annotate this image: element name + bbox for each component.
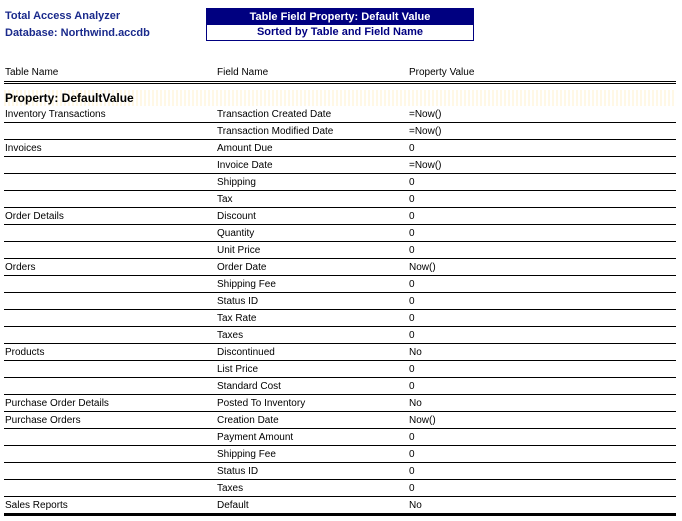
field-name-cell: Status ID xyxy=(217,296,259,307)
header-divider xyxy=(4,83,676,84)
table-row xyxy=(4,225,676,242)
field-name-cell: Invoice Date xyxy=(217,160,273,171)
field-name-cell: Payment Amount xyxy=(217,432,294,443)
table-row xyxy=(4,429,676,446)
table-row xyxy=(4,123,676,140)
property-value-cell: =Now() xyxy=(409,126,442,137)
property-value-cell: 0 xyxy=(409,228,415,239)
field-name-cell: Shipping Fee xyxy=(217,279,276,290)
field-name-cell: Default xyxy=(217,500,249,511)
table-row xyxy=(4,378,676,395)
table-name-cell: Products xyxy=(5,347,45,358)
property-value-cell: 0 xyxy=(409,177,415,188)
property-value-cell: 0 xyxy=(409,296,415,307)
table-row xyxy=(4,293,676,310)
field-name-cell: Discount xyxy=(217,211,256,222)
table-name-cell: Inventory Transactions xyxy=(5,109,106,120)
property-value-cell: 0 xyxy=(409,245,415,256)
column-header-table-name: Table Name xyxy=(5,67,59,78)
table-row xyxy=(4,480,676,497)
field-name-cell: Standard Cost xyxy=(217,381,281,392)
table-row xyxy=(4,276,676,293)
property-value-cell: 0 xyxy=(409,143,415,154)
table-name-cell: Sales Reports xyxy=(5,500,68,511)
property-value-cell: 0 xyxy=(409,211,415,222)
property-value-cell: No xyxy=(409,347,422,358)
property-value-cell: 0 xyxy=(409,466,415,477)
field-name-cell: Taxes xyxy=(217,483,244,494)
table-row xyxy=(4,463,676,480)
header-divider xyxy=(4,81,676,82)
table-row xyxy=(4,395,676,412)
group-title: Property: DefaultValue xyxy=(5,91,134,105)
property-value-cell: =Now() xyxy=(409,160,442,171)
database-label: Database: Northwind.accdb xyxy=(5,27,150,39)
table-row xyxy=(4,106,676,123)
column-header-property-value: Property Value xyxy=(409,67,475,78)
table-row xyxy=(4,174,676,191)
app-name: Total Access Analyzer xyxy=(5,10,121,22)
field-name-cell: Status ID xyxy=(217,466,259,477)
field-name-cell: Transaction Modified Date xyxy=(217,126,334,137)
field-name-cell: Quantity xyxy=(217,228,255,239)
table-row xyxy=(4,242,676,259)
field-name-cell: Unit Price xyxy=(217,245,261,256)
report-title-box xyxy=(206,8,474,41)
table-name-cell: Order Details xyxy=(5,211,64,222)
report-subtitle: Sorted by Table and Field Name xyxy=(256,26,424,38)
field-name-cell: Posted To Inventory xyxy=(217,398,306,409)
table-row xyxy=(4,157,676,174)
report-title: Table Field Property: Default Value xyxy=(207,9,473,25)
table-row xyxy=(4,140,676,157)
property-value-cell: Now() xyxy=(409,415,436,426)
property-value-cell: Now() xyxy=(409,262,436,273)
table-row xyxy=(4,208,676,225)
table-row xyxy=(4,259,676,276)
table-name-cell: Orders xyxy=(5,262,36,273)
property-value-cell: 0 xyxy=(409,194,415,205)
field-name-cell: Tax Rate xyxy=(217,313,257,324)
property-value-cell: 0 xyxy=(409,330,415,341)
table-row xyxy=(4,310,676,327)
bottom-divider xyxy=(4,514,676,516)
field-name-cell: Amount Due xyxy=(217,143,273,154)
field-name-cell: Creation Date xyxy=(217,415,279,426)
field-name-cell: List Price xyxy=(217,364,259,375)
property-value-cell: No xyxy=(409,398,422,409)
table-name-cell: Invoices xyxy=(5,143,42,154)
table-row xyxy=(4,497,676,514)
property-value-cell: 0 xyxy=(409,381,415,392)
table-name-cell: Purchase Orders xyxy=(5,415,81,426)
field-name-cell: Transaction Created Date xyxy=(217,109,332,120)
property-value-cell: 0 xyxy=(409,483,415,494)
property-value-cell: 0 xyxy=(409,364,415,375)
table-name-cell: Purchase Order Details xyxy=(5,398,109,409)
table-row xyxy=(4,191,676,208)
table-row xyxy=(4,412,676,429)
table-row xyxy=(4,361,676,378)
field-name-cell: Shipping xyxy=(217,177,256,188)
table-row xyxy=(4,327,676,344)
field-name-cell: Shipping Fee xyxy=(217,449,276,460)
property-value-cell: =Now() xyxy=(409,109,442,120)
report-rows xyxy=(4,106,676,514)
field-name-cell: Discontinued xyxy=(217,347,275,358)
field-name-cell: Tax xyxy=(217,194,233,205)
property-value-cell: 0 xyxy=(409,449,415,460)
property-value-cell: 0 xyxy=(409,432,415,443)
field-name-cell: Taxes xyxy=(217,330,244,341)
field-name-cell: Order Date xyxy=(217,262,267,273)
column-header-field-name: Field Name xyxy=(217,67,269,78)
property-value-cell: No xyxy=(409,500,422,511)
table-row xyxy=(4,446,676,463)
property-value-cell: 0 xyxy=(409,279,415,290)
property-value-cell: 0 xyxy=(409,313,415,324)
table-row xyxy=(4,344,676,361)
